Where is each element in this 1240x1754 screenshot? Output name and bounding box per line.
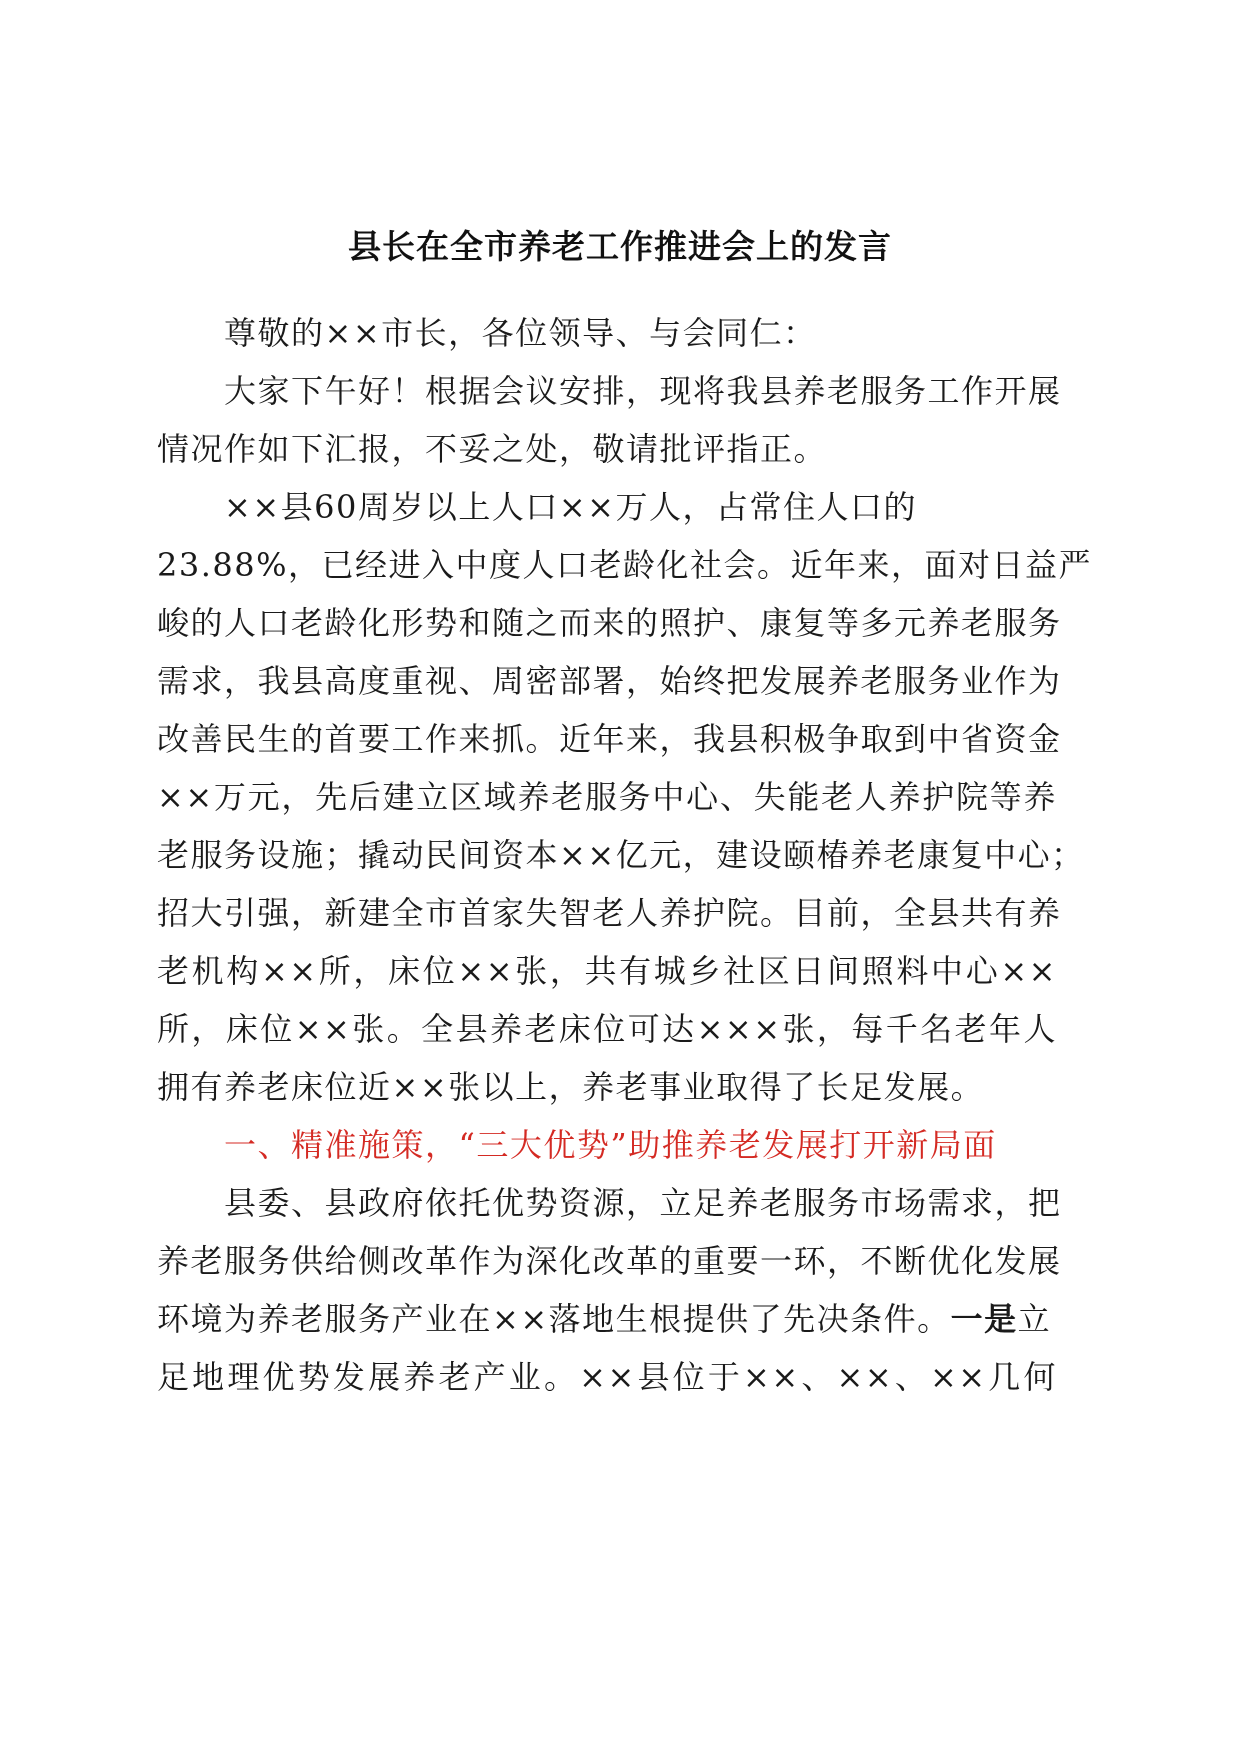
para2-line: 改善民生的首要工作来抓。近年来，我县积极争取到中省资金 (157, 720, 1062, 758)
para2-line: 老机构××所，床位××张，共有城乡社区日间照料中心×× (157, 952, 1057, 990)
para3-line: 足地理优势发展养老产业。××县位于××、××、××几何 (157, 1358, 1057, 1396)
para3-line-text: 环境为养老服务产业在××落地生根提供了先决条件。 (157, 1300, 951, 1338)
para1-line: 情况作如下汇报，不妥之处，敬请批评指正。 (157, 430, 828, 468)
para1-line: 大家下午好！根据会议安排，现将我县养老服务工作开展 (224, 372, 1062, 410)
para3-line (157, 1294, 1051, 1344)
para3-line-text: 立 (1017, 1300, 1052, 1338)
para2-line: 所，床位××张。全县养老床位可达×××张，每千名老年人 (157, 1010, 1057, 1048)
para2-line: 老服务设施；撬动民间资本××亿元，建设颐椿养老康复中心； (157, 836, 1085, 874)
para2-line: 峻的人口老龄化形势和随之而来的照护、康复等多元养老服务 (157, 604, 1062, 642)
para3-line: 县委、县政府依托优势资源，立足养老服务市场需求，把 (224, 1184, 1062, 1222)
para2-line: 招大引强，新建全市首家失智老人养护院。目前，全县共有养 (157, 894, 1062, 932)
para2-line: 拥有养老床位近××张以上，养老事业取得了长足发展。 (157, 1068, 985, 1106)
para2-line: 需求，我县高度重视、周密部署，始终把发展养老服务业作为 (157, 662, 1062, 700)
para2-line: ××县60周岁以上人口××万人，占常住人口的 (224, 488, 917, 526)
salutation: 尊敬的××市长，各位领导、与会同仁： (224, 314, 817, 352)
emphasis-text: 一是 (950, 1300, 1018, 1338)
para2-line: ××万元，先后建立区域养老服务中心、失能老人养护院等养 (157, 778, 1057, 816)
document-title: 县长在全市养老工作推进会上的发言 (348, 227, 892, 266)
section-heading: 一、精准施策，“三大优势”助推养老发展打开新局面 (224, 1126, 997, 1164)
para2-line: 23.88%，已经进入中度人口老龄化社会。近年来，面对日益严 (157, 546, 1093, 584)
para3-line: 养老服务供给侧改革作为深化改革的重要一环，不断优化发展 (157, 1242, 1062, 1280)
